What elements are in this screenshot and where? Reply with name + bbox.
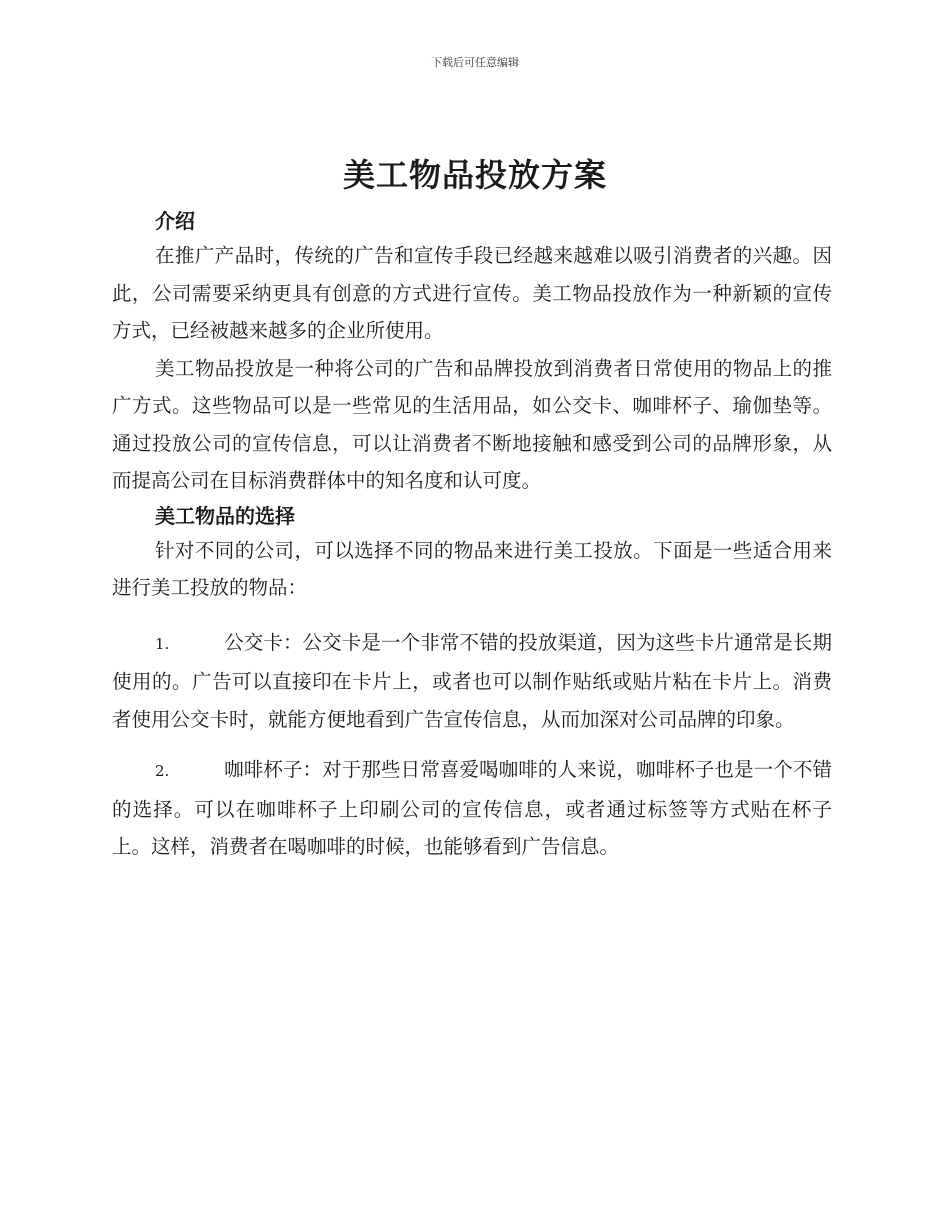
document-body <box>112 205 832 866</box>
section-heading-selection: 美工物品的选择 <box>155 503 295 528</box>
list-item <box>112 751 832 866</box>
section-heading-intro: 介绍 <box>155 209 195 233</box>
paragraph-intro-2: 美工物品投放是一种将公司的广告和品牌投放到消费者日常使用的物品上的推广方式。这些物品可以是一些常见的生活用品，如公交卡、咖啡杯子、瑜伽垫等。通过投放公司的宣传信息，可以让消费者不断地接触和感受到公司的品牌形象，从而提高公司在目标消费群体中的知名度和认可度。 <box>112 356 832 492</box>
list-item <box>112 624 832 739</box>
list-item-text: 咖啡杯子：对于那些日常喜爱喝咖啡的人来说，咖啡杯子也是一个不错的选择。可以在咖啡杯子上印刷公司的宣传信息，或者通过标签等方式贴在杯子上。这样，消费者在喝咖啡的时候，也能够看到广告信息。 <box>112 758 832 858</box>
list-item-number: 1. <box>155 634 170 653</box>
document-title: 美工物品投放方案 <box>342 156 607 194</box>
list-item-number: 2. <box>155 762 170 780</box>
list-item-text: 公交卡：公交卡是一个非常不错的投放渠道，因为这些卡片通常是长期使用的。广告可以直接印在卡片上，或者也可以制作贴纸或贴片粘在卡片上。消费者使用公交卡时，就能方便地看到广告宣传信息，从而加深对公司品牌的印象。 <box>112 630 832 731</box>
paragraph-selection-intro: 针对不同的公司，可以选择不同的物品来进行美工投放。下面是一些适合用来进行美工投放的物品： <box>112 538 832 599</box>
header-note: 下载后可任意编辑 <box>431 56 519 69</box>
paragraph-intro-1: 在推广产品时，传统的广告和宣传手段已经越来越难以吸引消费者的兴趣。因此，公司需要采纳更具有创意的方式进行宣传。美工物品投放作为一种新颖的宣传方式，已经被越来越多的企业所使用。 <box>112 244 832 342</box>
